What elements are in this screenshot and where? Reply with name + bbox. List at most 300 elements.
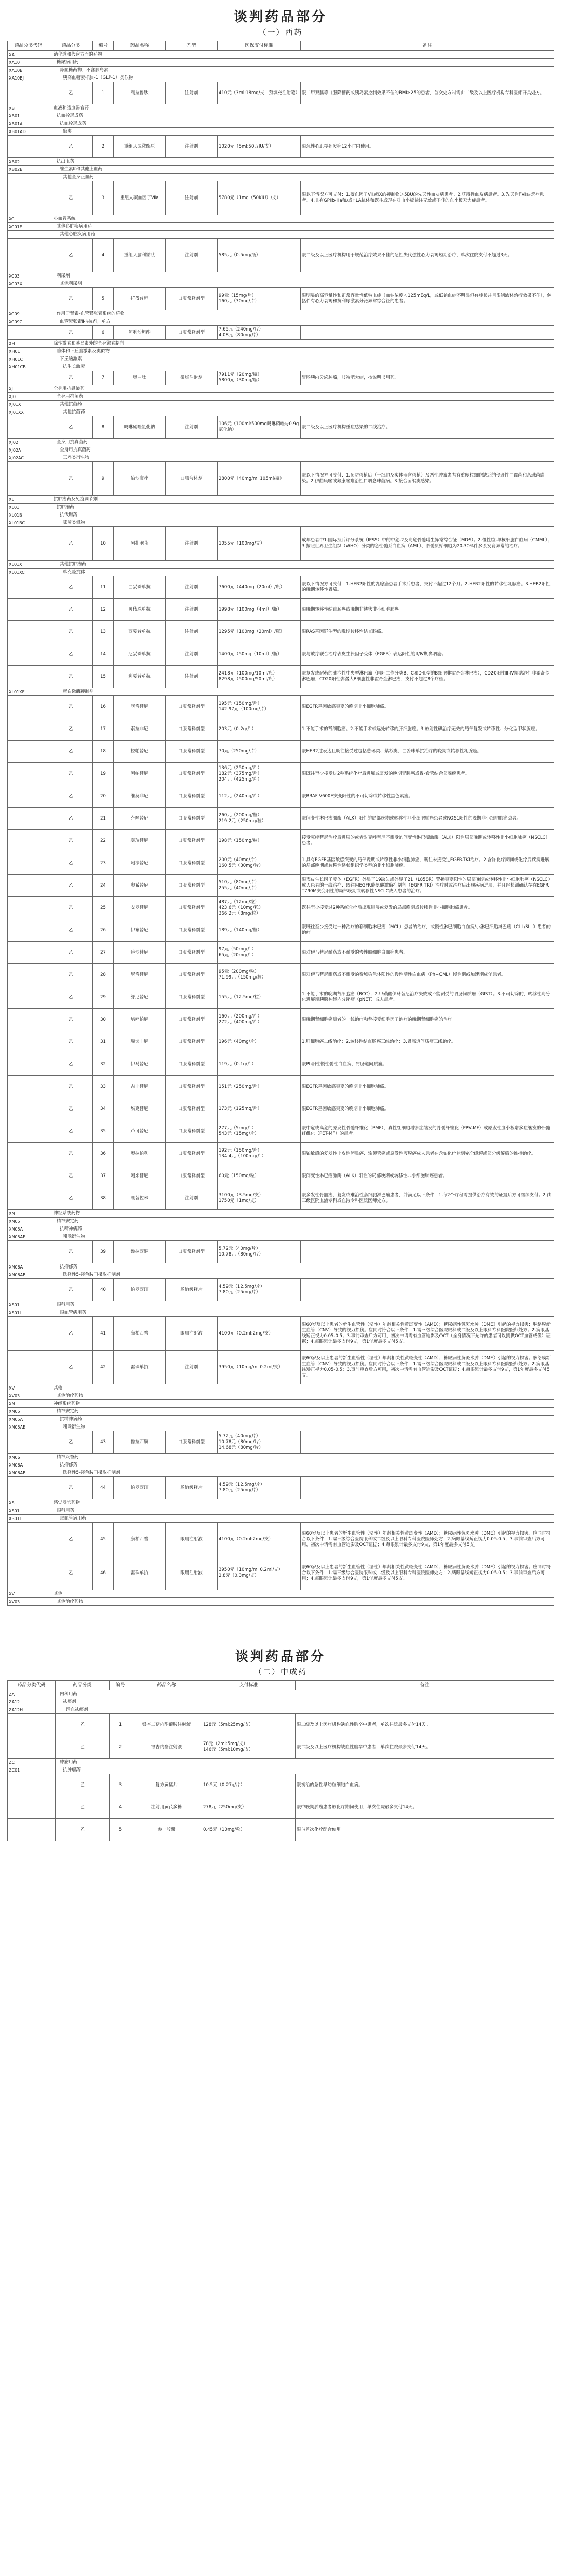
drug-name: 安罗替尼 [114,897,166,919]
category-code [8,527,49,561]
drug-name: 阿法替尼 [114,852,166,875]
payment-standard: 78元（2ml:5mg/支） 146元（5ml:10mg/支） [202,1736,296,1759]
drug-number: 35 [93,1120,114,1143]
drug-number: 29 [93,986,114,1009]
drug-number: 2 [110,1736,131,1759]
remarks: 限二级及以上医疗机构用于规范治疗效果不佳的急性失代偿性心力衰竭短期治疗，单次住院支付不超过3天。 [301,239,554,272]
table-row [8,1098,554,1120]
payment-standard: 136元（250mg/片） 182元（375mg/片） 204元（425mg/片） [218,763,301,785]
tcm-table-body [8,1690,554,1841]
table-row [8,239,554,272]
payment-standard: 95元（200mg/粒） 71.99元（150mg/粒） [218,964,301,986]
category-code [8,371,49,385]
drug-name: 尼妥珠单抗 [114,643,166,666]
drug-number: 13 [93,621,114,643]
dosage-form: 眼用注射液 [166,1556,218,1590]
dosage-form: 口服常释剂型 [166,1143,218,1165]
remarks: 限以下情况方可支付：1.凝血因子Ⅷ或Ⅸ的抑制物＞5BU的先天性血友病患者。2.获得性血友病患者。3.先天性FⅦ缺乏症患者。4.具有GPⅡb-Ⅲa和/或HLA抗体和既往或现在对血小板输注无效或不佳的血小板无力症患者。 [301,181,554,215]
dosage-form: 口服常释剂型 [166,696,218,718]
drug-number: 7 [93,371,114,385]
drug-number: 44 [93,1477,114,1499]
category-row [8,1598,554,1606]
category-row [8,1301,554,1309]
category-code: XL01XE [8,688,49,696]
drug-class: 乙 [49,239,93,272]
drug-class: 乙 [49,1431,93,1454]
drug-name: 康柏西普 [114,1317,166,1351]
category-row [8,74,554,82]
table-row [8,136,554,158]
category-row [8,1590,554,1598]
payment-standard: 192元（150mg/片） 134.4元（100mg/片） [218,1143,301,1165]
category-code [8,1053,49,1076]
column-header: 编号 [110,1681,131,1690]
category-code: ZC01 [8,1766,56,1774]
category-name: 心血管系统 [49,215,554,223]
category-row [8,496,554,504]
category-name: 蛋白激酶抑制剂 [49,688,554,696]
drug-name: 阿来替尼 [114,1165,166,1187]
category-code: XN06 [8,1454,49,1461]
payment-standard: 585元（0.5mg/瓶） [218,239,301,272]
payment-standard: 5.72元（40mg/片） 10.78元（80mg/片） 14.68元（80mg/片） [218,1431,301,1454]
remarks: 接受克唑替尼治疗后进展的或者对克唑替尼不耐受的间变性淋巴瘤激酶（ALK）阳性局部晚期或转移性非小细胞肺癌（NSCLC）患者。 [301,830,554,852]
category-row [8,363,554,371]
payment-standard: 119元（0.1g/片） [218,1053,301,1076]
drug-name: 克唑替尼 [114,808,166,830]
table-row [8,416,554,439]
drug-number: 5 [93,288,114,310]
dosage-form: 口服常释剂型 [166,964,218,986]
dosage-form: 口服常释剂型 [166,763,218,785]
category-code [8,1009,49,1031]
category-name: 其他治疗药物 [49,1598,554,1606]
table-row [8,1317,554,1351]
category-code: XJ02A [8,446,49,454]
dosage-form: 注射剂 [166,666,218,688]
table-row [8,326,554,340]
remarks: 限复发或耐药的滤泡性中央型淋巴瘤（国际工作分类B、C和D亚型的B细胞非霍奇金淋巴瘤），CD20阳性Ⅲ-Ⅳ期滤泡性非霍奇金淋巴瘤，CD20阳性弥漫大B细胞性非霍奇金淋巴瘤，支付不超过8个疗程。 [301,666,554,688]
table-row [8,741,554,763]
dosage-form: 注射剂 [166,621,218,643]
payment-standard: 0.45元（10mg/粒） [202,1819,296,1841]
table-row [8,1796,554,1819]
category-code [8,1076,49,1098]
category-row [8,561,554,569]
dosage-form: 口服常释剂型 [166,1165,218,1187]
dosage-form: 口服常释剂型 [166,897,218,919]
table-row [8,1523,554,1556]
category-name: 抗血栓形成药 [49,120,554,128]
remarks: 既往至少接受过2种系统化疗后出现进展或复发的局部晚期或转移性非小细胞肺癌患者。 [301,897,554,919]
category-code [8,239,49,272]
dosage-form: 注射剂 [166,599,218,621]
category-code: XN [8,1210,49,1218]
category-code: XN06A [8,1263,49,1271]
table-row [8,763,554,785]
table-row [8,621,554,643]
western-subtitle: （一）西药 [258,28,303,37]
payment-standard: 97元（50mg/片） 65元（20mg/片） [218,942,301,964]
payment-standard: 2800元（40mg/ml 105ml/瓶） [218,462,301,496]
table-row [8,986,554,1009]
payment-standard: 487元（12mg/粒） 423.6元（10mg/粒） 366.2元（8mg/粒） [218,897,301,919]
table-row [8,1736,554,1759]
category-code [8,785,49,808]
category-name: 其他抗肿瘤药 [49,561,554,569]
category-row [8,51,554,59]
payment-standard: 278元（250mg/支） [202,1796,296,1819]
dosage-form: 注射剂 [166,416,218,439]
payment-standard: 106元（100ml:500mg吗啉硝唑与0.9g氯化钠） [218,416,301,439]
category-code [8,964,49,986]
category-code: XL01B [8,511,49,519]
drug-name: 尼洛替尼 [114,964,166,986]
category-code: XN05 [8,1218,49,1225]
category-code: XS [8,1499,49,1507]
category-code [8,763,49,785]
category-code [8,666,49,688]
drug-class: 乙 [56,1796,110,1819]
category-code [8,1241,49,1263]
table-row [8,1165,554,1187]
drug-number: 20 [93,785,114,808]
category-code: XC [8,215,49,223]
category-row [8,1400,554,1408]
drug-class: 乙 [49,1241,93,1263]
category-row [8,112,554,120]
drug-class: 乙 [49,1187,93,1210]
category-row [8,688,554,696]
remarks: 限与放疗联合治疗表皮生长因子受体（EGFR）表达阳性的Ⅲ/Ⅳ期鼻咽癌。 [301,643,554,666]
drug-name: 注射用黄芪多糖 [131,1796,202,1819]
payment-standard: 1055元（100mg/支） [218,527,301,561]
category-code: XV [8,1590,49,1598]
category-code [8,326,49,340]
table-row [8,1431,554,1454]
drug-class: 乙 [56,1819,110,1841]
drug-class: 乙 [49,1120,93,1143]
category-name: 眼科用药 [49,1301,554,1309]
table-row [8,830,554,852]
table-row [8,942,554,964]
dosage-form: 注射剂 [166,239,218,272]
drug-number: 39 [93,1241,114,1263]
dosage-form: 口服常释剂型 [166,1053,218,1076]
remarks: 限中晚期肿瘤患者放化疗期间使用，单次住院最多支付14天。 [296,1796,554,1819]
table-row [8,1187,554,1210]
category-row [8,215,554,223]
column-header: 备注 [296,1681,554,1690]
drug-name: 培唑帕尼 [114,1009,166,1031]
category-name: 嘧啶类似物 [49,519,554,527]
remarks: 限急性心肌梗死发病12小时内使用。 [301,136,554,158]
drug-class: 乙 [49,852,93,875]
category-code: XA10B [8,67,49,74]
drug-number: 11 [93,576,114,599]
dosage-form: 口服液体剂 [166,462,218,496]
category-code [8,416,49,439]
drug-class: 乙 [49,1009,93,1031]
category-code: XV [8,1384,49,1392]
drug-name: 西妥昔单抗 [114,621,166,643]
remarks: 1.不能手术的晚期肾细胞癌（RCC）；2.甲磺酸伊马替尼治疗失败或不能耐受的胃肠间质瘤（GIST）；3.不可切除的，转移性高分化进展期胰腺神经内分泌瘤（pNET）成人患者。 [301,986,554,1009]
table-row [8,696,554,718]
drug-name: 奥拉帕利 [114,1143,166,1165]
remarks: 限60岁及以上患者的新生血管性（湿性）年龄相关性黄斑变性（AMD）；糖尿病性黄斑水肿（DME）引起的视力损害。应同时符合以下条件：1.需三级综合医院眼科或二级及以上眼科专科医院医师处方；2.病眼基线矫正视力0.05-0.5；3.事前审查后方可用；4.每眼累计最多支付9支，第1年度最多支付5支。 [301,1556,554,1590]
table-row [8,718,554,741]
payment-standard: 10.5元（0.27g/片） [202,1774,296,1796]
remarks [301,326,554,340]
category-name: 垂体和下丘脑激素及类似物 [49,348,554,355]
remarks: 限铂敏感的复发性上皮性卵巢癌、输卵管癌或原发性腹膜癌成人患者在含铂化疗达到完全缓解或部分缓解后的维持治疗。 [301,1143,554,1165]
drug-number: 12 [93,599,114,621]
category-code [8,231,49,239]
drug-number: 22 [93,830,114,852]
category-code: XJ01XX [8,408,49,416]
category-name: 利尿剂 [49,272,554,280]
drug-name: 阿扎胞苷 [114,527,166,561]
category-name: 抗出血药 [49,158,554,166]
category-code [8,1523,49,1556]
dosage-form: 口服常释剂型 [166,986,218,1009]
dosage-form: 微球注射剂 [166,371,218,385]
category-code: XV03 [8,1392,49,1400]
payment-standard: 200元（40mg/片） 160.5元（30mg/片） [218,852,301,875]
drug-name: 舒尼替尼 [114,986,166,1009]
category-name: 选择性5-羟色胺再摄取抑制剂 [49,1469,554,1477]
drug-number: 16 [93,696,114,718]
dosage-form: 注射剂 [166,527,218,561]
category-row [8,1507,554,1515]
drug-number: 24 [93,875,114,897]
category-row [8,1515,554,1523]
payment-standard: 3950元（10mg/ml 0.2ml/支） 2.8元（0.3mg/支） [218,1556,301,1590]
category-row [8,1423,554,1431]
remarks: 限晚期转移性结直肠癌或晚期非鳞状非小细胞肺癌。 [301,599,554,621]
payment-standard: 1998元（100mg（4ml）/瓶） [218,599,301,621]
remarks: 限Ph阳性慢性髓性白血病、胃肠道间质瘤。 [301,1053,554,1076]
dosage-form: 口服常释剂型 [166,1076,218,1098]
dosage-form: 口服常释剂型 [166,1098,218,1120]
drug-number: 18 [93,741,114,763]
drug-name: 芦可替尼 [114,1120,166,1143]
category-name: 糖尿病用药 [49,59,554,67]
category-row [8,1408,554,1416]
category-code [8,1477,49,1499]
drug-name: 埃克替尼 [114,1098,166,1120]
category-code: XC01E [8,223,49,231]
drug-number: 5 [110,1819,131,1841]
category-code: XN05AE [8,1423,49,1431]
drug-number: 8 [93,416,114,439]
remarks: 限多发性骨髓瘤、复发或难治性套细胞淋巴瘤患者，并满足以下条件：1.每2个疗程需提供治疗有效的证据后方可继续支付；2.由三级医院血液专科或血液专科医院医师处方。 [301,1187,554,1210]
category-code [8,1165,49,1187]
dosage-form: 口服常释剂型 [166,718,218,741]
category-row [8,104,554,112]
drug-number: 21 [93,808,114,830]
drug-name: 雷珠单抗 [114,1351,166,1384]
table-row [8,643,554,666]
column-header: 药品分类 [49,41,93,51]
dosage-form: 眼用注射液 [166,1317,218,1351]
drug-class: 乙 [49,718,93,741]
drug-number: 3 [110,1774,131,1796]
payment-standard: 1400元（50mg（10ml）/瓶） [218,643,301,666]
drug-class: 乙 [49,576,93,599]
dosage-form: 口服常释剂型 [166,808,218,830]
category-code: XJ02AC [8,454,49,462]
category-name: 抗抑郁药 [49,1263,554,1271]
category-name: 全身用抗菌药 [49,393,554,401]
drug-name: 阿利沙坦酯 [114,326,166,340]
western-header-row [8,41,554,51]
category-name: 作用于肾素-血管紧张素系统的药物 [49,310,554,318]
drug-class: 乙 [49,1143,93,1165]
category-code: XB02B [8,166,49,174]
table-row [8,1556,554,1590]
drug-class: 乙 [49,666,93,688]
category-code [8,1351,49,1384]
drug-number: 45 [93,1523,114,1556]
remarks: 限二级及以上医疗机构缺血性脑卒中患者，单次住院最多支付14天。 [296,1714,554,1736]
drug-name: 拉帕替尼 [114,741,166,763]
remarks: 限明显的高容量性和正常容量性低钠血症（血钠浓度＜125mEq/L，或低钠血症不明显但有症状并且限制液体治疗效果不佳），包括伴有心力衰竭和抗利尿激素分泌异常综合征的患者。 [301,288,554,310]
remarks: 限RAS基因野生型的晚期转移性结直肠癌。 [301,621,554,643]
remarks: 限既往至少接受过一种治疗的套细胞淋巴瘤（MCL）患者的治疗，或慢性淋巴细胞白血病/小淋巴细胞淋巴瘤（CLL/SLL）患者的治疗。 [301,919,554,942]
dosage-form: 注射剂 [166,181,218,215]
category-name: 眼血管病用药 [49,1309,554,1317]
drug-number: 1 [110,1714,131,1736]
table-row [8,1120,554,1143]
dosage-form: 口服常释剂型 [166,919,218,942]
dosage-form: 口服常释剂型 [166,741,218,763]
drug-number: 25 [93,897,114,919]
payment-standard: 3950元（10mg/ml 0.2ml/支） [218,1351,301,1384]
payment-standard: 260元（200mg/粒） 219.2元（250mg/粒） [218,808,301,830]
category-code [8,576,49,599]
payment-standard: 195元（150mg/片） 142.97元（100mg/片） [218,696,301,718]
category-row [8,439,554,446]
dosage-form: 注射剂 [166,1351,218,1384]
category-name: 抗血栓形成药 [49,112,554,120]
category-code: XS01 [8,1507,49,1515]
drug-number: 19 [93,763,114,785]
category-row [8,446,554,454]
category-code: XN06A [8,1461,49,1469]
remarks: 成年患者中1.国际预后评分系统（IPSS）中的中危-2及高危骨髓增生异常综合征（MDS）；2.慢性粒-单核细胞白血病（CMML）；3.按照世界卫生组织（WHO）分类的急性髓系白血病（AML）、骨髓原始细胞为20-30%伴多系发育异常的治疗。 [301,527,554,561]
category-name: 其他治疗药物 [49,1392,554,1400]
category-row [8,272,554,280]
remarks [301,1477,554,1499]
drug-name: 索拉非尼 [114,718,166,741]
column-header: 药品分类代码 [8,1681,56,1690]
drug-number: 34 [93,1098,114,1120]
payment-standard: 510元（80mg/片） 255元（40mg/片） [218,875,301,897]
table-row [8,1477,554,1499]
category-row [8,120,554,128]
drug-number: 4 [110,1796,131,1819]
drug-class: 乙 [49,1098,93,1120]
dosage-form: 肠溶缓释片 [166,1279,218,1301]
drug-name: 重组人凝血因子Ⅶa [114,181,166,215]
category-code [8,643,49,666]
remarks: 限与首次化疗配合使用。 [296,1819,554,1841]
column-header: 药品名称 [114,41,166,51]
drug-name: 瑞戈非尼 [114,1031,166,1053]
drug-number: 15 [93,666,114,688]
category-code [8,1431,49,1454]
category-code: XL01XC [8,569,49,576]
category-row [8,569,554,576]
category-code: XA10 [8,59,49,67]
category-code [8,1098,49,1120]
remarks [301,1241,554,1263]
category-code [8,1143,49,1165]
drug-number: 4 [93,239,114,272]
table-row [8,371,554,385]
payment-standard: 155元（12.5mg/粒） [218,986,301,1009]
drug-class: 乙 [49,1351,93,1384]
category-row [8,1384,554,1392]
category-name: 精神兴奋药 [49,1454,554,1461]
category-row [8,1499,554,1507]
drug-name: 雷珠单抗 [114,1556,166,1590]
category-name: 其他全身止血药 [49,174,554,181]
drug-name: 鲁拉西酮 [114,1431,166,1454]
table-row [8,897,554,919]
category-row [8,1454,554,1461]
drug-name: 贝伐珠单抗 [114,599,166,621]
drug-number: 32 [93,1053,114,1076]
payment-standard: 196元（40mg/片） [218,1031,301,1053]
category-row [8,174,554,181]
drug-class: 乙 [56,1714,110,1736]
category-code [8,919,49,942]
category-row [8,408,554,416]
drug-number: 27 [93,942,114,964]
remarks: 限HER2过表达且既往接受过包括蒽环类、紫杉类、曲妥珠单抗治疗的晚期或转移性乳腺癌。 [301,741,554,763]
category-name: 精神安定药 [49,1218,554,1225]
category-code: XH01CB [8,363,49,371]
category-name: 其他心脏疾病用药 [49,231,554,239]
category-code [8,462,49,496]
drug-name: 重组人脑利钠肽 [114,239,166,272]
table-row [8,82,554,104]
category-row [8,59,554,67]
remarks: 限中危或高危的原发性骨髓纤维化（PMF）、真性红细胞增多症继发的骨髓纤维化（PPV-MF）或原发性血小板增多症继发的骨髓纤维化（PET-MF）的患者。 [301,1120,554,1143]
category-code [8,1556,49,1590]
category-code: XB01A [8,120,49,128]
remarks: 限二级及以上医疗机构缺血性脑卒中患者，单次住院最多支付14天。 [296,1736,554,1759]
dosage-form: 口服常释剂型 [166,1431,218,1454]
category-code [8,1819,56,1841]
category-name: 活血祛瘀剂 [56,1706,554,1714]
payment-standard: 1295元（100mg（20ml）/瓶） [218,621,301,643]
drug-class: 乙 [49,643,93,666]
category-code: ZC [8,1759,56,1766]
category-code: XB01AD [8,128,49,136]
drug-name: 达沙替尼 [114,942,166,964]
drug-class: 乙 [49,1279,93,1301]
drug-number: 1 [93,82,114,104]
drug-class: 乙 [49,942,93,964]
payment-standard: 3100元（3.5mg/支） 1750元（1mg/支） [218,1187,301,1210]
category-code: XN05 [8,1408,49,1416]
category-row [8,166,554,174]
remarks: 限晚期肾细胞癌患者的一线治疗和曾接受细胞因子治疗的晚期肾细胞癌的治疗。 [301,1009,554,1031]
drug-number: 46 [93,1556,114,1590]
